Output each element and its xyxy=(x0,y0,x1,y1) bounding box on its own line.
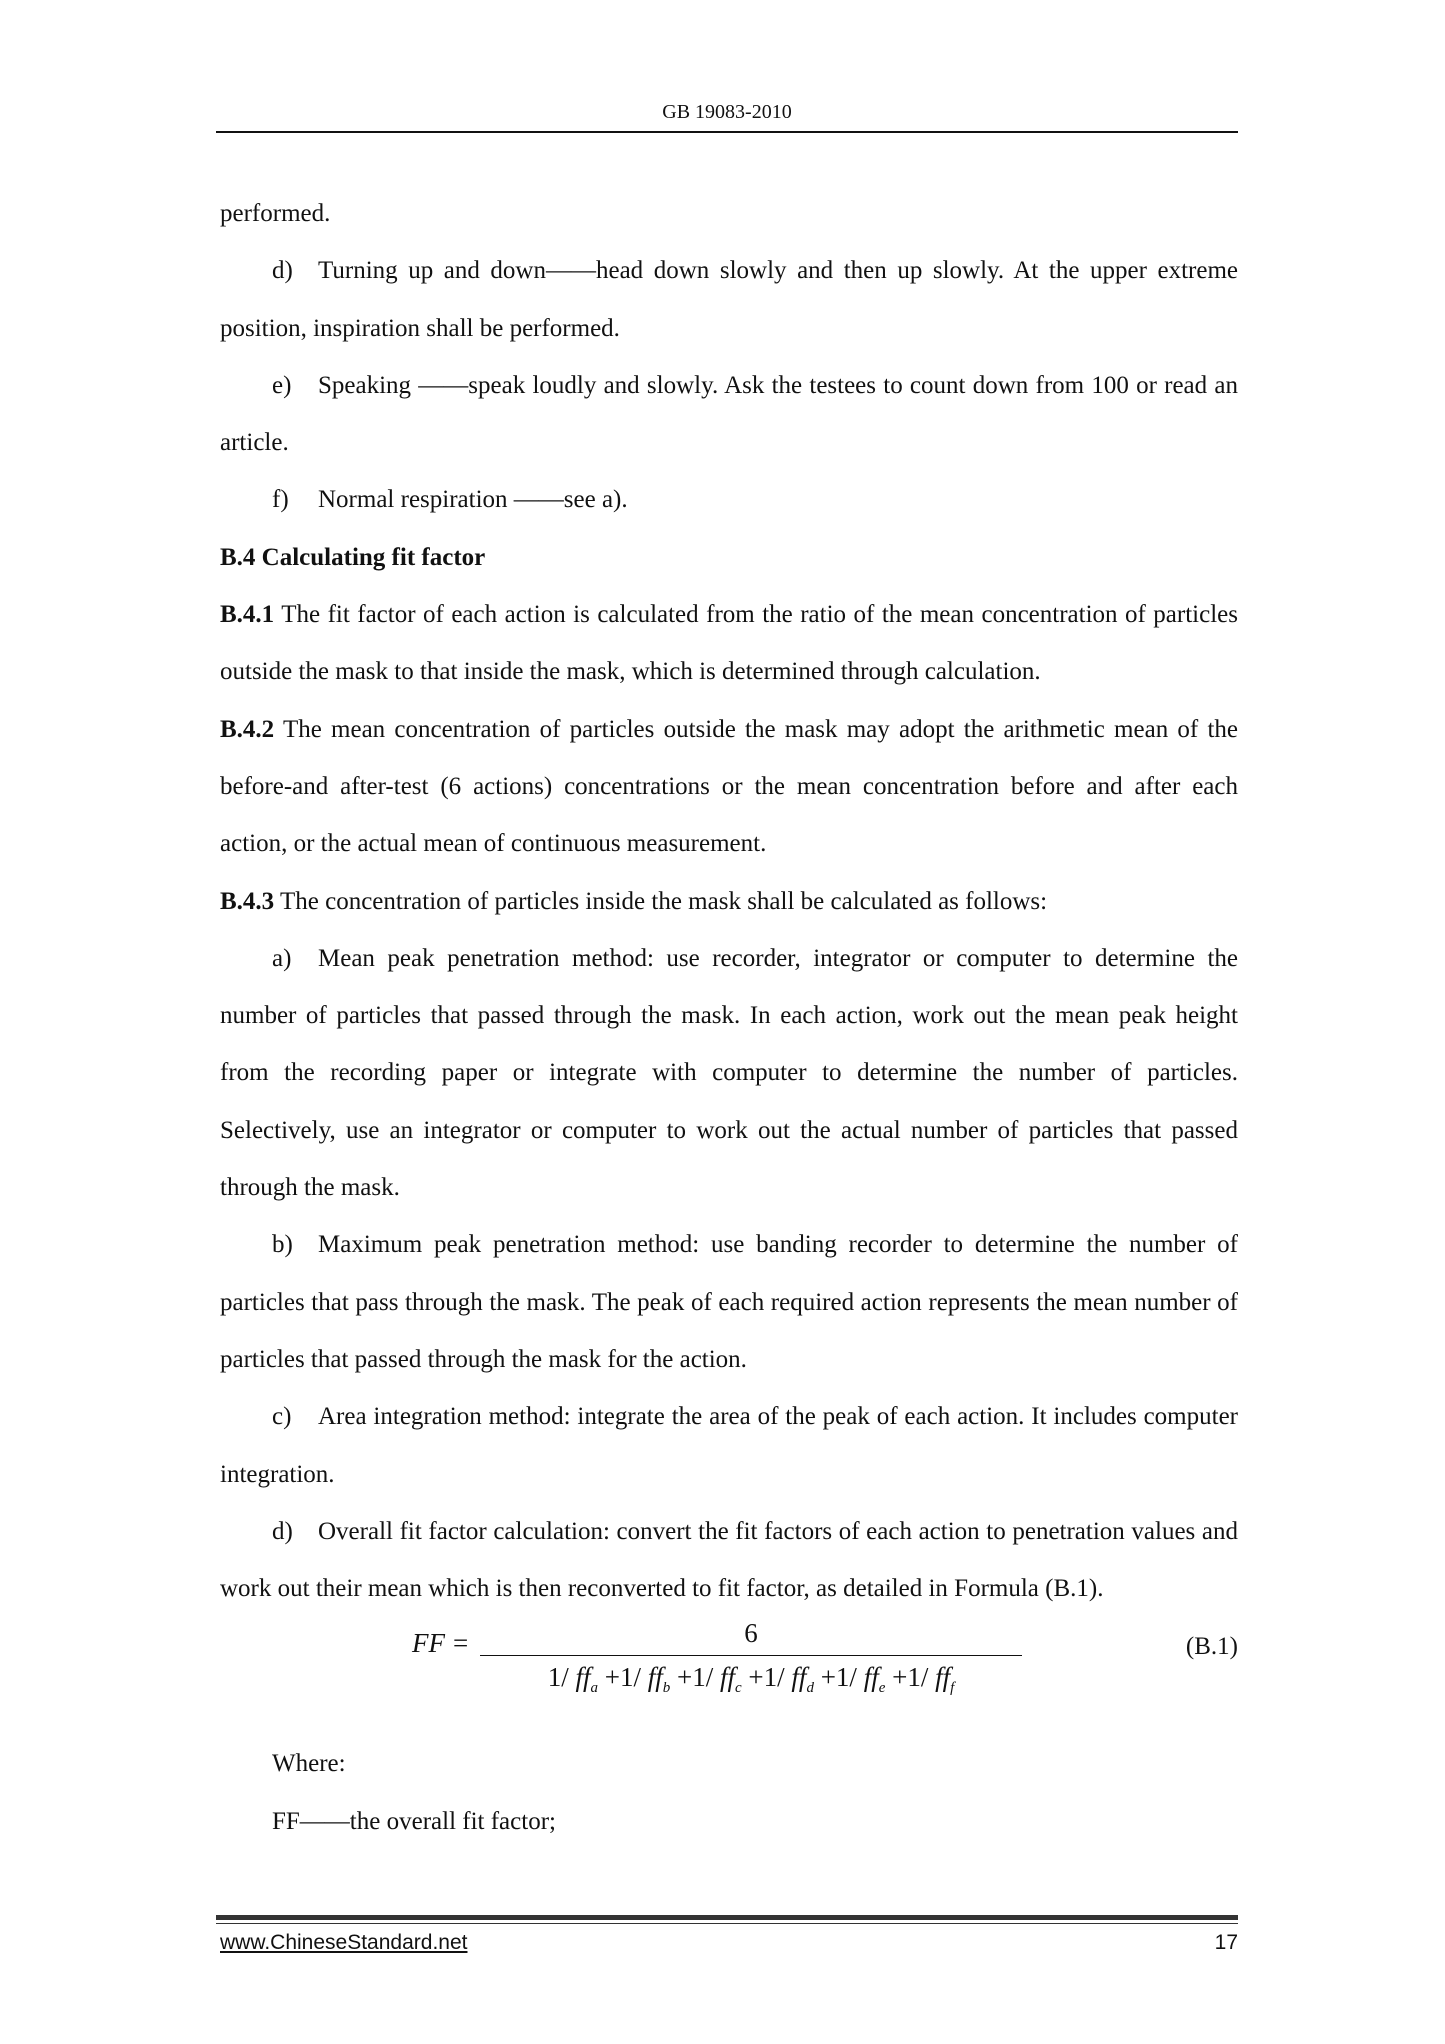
method-c-area-integration xyxy=(220,1388,1238,1503)
method-d-overall xyxy=(220,1503,1238,1618)
formula-ff-symbol: FF xyxy=(412,1628,445,1659)
item-d-turning xyxy=(220,242,1238,357)
item-text: Turning up and down——head down slowly and then up slowly. At the upper extreme position, inspiration shall be performed. xyxy=(220,257,1238,342)
item-label: d) xyxy=(272,257,293,285)
item-text: Mean peak penetration method: use recorder, integrator or computer to determine the number of particles that passed through the mask. In each action, work out the mean peak height from the recording paper or integrate with computer to determine the number of particles. Selectively, use an integrator or computer to work out the actual number of particles that passed through the mask. xyxy=(220,944,1238,1202)
method-b-maximum-peak xyxy=(220,1216,1238,1388)
formula-lhs xyxy=(412,1623,468,1663)
footer-divider-thick xyxy=(216,1915,1238,1920)
formula-subscript: c xyxy=(735,1680,742,1697)
item-label: d) xyxy=(272,1517,293,1545)
formula-ff-term: ff xyxy=(647,1662,663,1693)
clause-number: B.4.3 xyxy=(220,887,275,915)
item-label: a) xyxy=(272,944,292,972)
formula-plus: + xyxy=(741,1662,764,1693)
item-text: Speaking ——speak loudly and slowly. Ask the testees to count down from 100 or read an article. xyxy=(220,371,1238,457)
clause-text: The fit factor of each action is calculated from the ratio of the mean concentration of particles outside the mask to that inside the mask, which is determined through calculation. xyxy=(220,601,1238,686)
formula-one-over: 1/ xyxy=(835,1662,864,1693)
formula-subscript: d xyxy=(806,1680,814,1697)
item-f-normal-respiration xyxy=(220,471,1238,528)
item-label: e) xyxy=(272,371,292,399)
item-label: b) xyxy=(272,1231,293,1259)
clause-text: The mean concentration of particles outside the mask may adopt the arithmetic mean of the before-and after-test (6 actions) concentrations or the mean concentration before and after each action, or the actual mean of continuous measurement. xyxy=(220,715,1238,858)
item-e-speaking xyxy=(220,357,1238,472)
clause-b42 xyxy=(220,701,1238,873)
clause-number: B.4.2 xyxy=(220,715,275,743)
formula-plus: + xyxy=(597,1662,620,1693)
formula-ff-term: ff xyxy=(863,1662,879,1693)
page-number: 17 xyxy=(1214,1931,1238,1954)
item-text: Normal respiration ——see a). xyxy=(318,486,628,514)
formula-one-over: 1/ xyxy=(619,1662,648,1693)
clause-number: B.4.1 xyxy=(220,601,275,629)
page-header: GB 19083-2010 xyxy=(662,101,792,123)
definition-ff: FF——the overall fit factor; xyxy=(272,1807,556,1835)
header-divider xyxy=(216,131,1238,133)
formula-subscript: a xyxy=(590,1680,598,1697)
formula-ff-term: ff xyxy=(935,1662,951,1693)
formula-b1 xyxy=(220,1617,1238,1735)
formula-one-over: 1/ xyxy=(547,1662,576,1693)
formula-denominator xyxy=(480,1657,1022,1708)
formula-plus: + xyxy=(670,1662,693,1693)
document-body xyxy=(220,185,1238,1850)
formula-equals: = xyxy=(453,1628,469,1659)
formula-plus: + xyxy=(885,1662,908,1693)
formula-one-over: 1/ xyxy=(763,1662,792,1693)
formula-ff-term: ff xyxy=(719,1662,735,1693)
formula-fraction-bar xyxy=(480,1655,1022,1656)
clause-b41 xyxy=(220,586,1238,701)
section-heading-b4 xyxy=(220,529,1238,586)
where-label: Where: xyxy=(272,1750,346,1778)
item-label: f) xyxy=(272,486,289,514)
formula-ff-term: ff xyxy=(791,1662,807,1693)
formula-number: (B.1) xyxy=(1185,1633,1238,1661)
formula-numerator: 6 xyxy=(744,1618,758,1649)
method-a-mean-peak xyxy=(220,930,1238,1216)
item-text: Overall fit factor calculation: convert the fit factors of each action to penetration values and work out their mean which is then reconverted to fit factor, as detailed in Formula (B.1). xyxy=(220,1517,1238,1603)
footer-website-link[interactable]: www.ChineseStandard.net xyxy=(220,1931,468,1954)
formula-one-over: 1/ xyxy=(907,1662,936,1693)
footer-divider-thin xyxy=(216,1923,1238,1924)
formula-subscript: b xyxy=(662,1680,671,1697)
formula-one-over: 1/ xyxy=(692,1662,720,1693)
item-label: c) xyxy=(272,1403,292,1431)
formula-subscript: f xyxy=(950,1680,955,1697)
item-text: Area integration method: integrate the area of the peak of each action. It includes computer integration. xyxy=(220,1403,1238,1488)
formula-plus: + xyxy=(813,1662,836,1693)
paragraph-performed: performed. xyxy=(220,200,331,227)
clause-b43 xyxy=(220,873,1238,930)
formula-subscript: e xyxy=(878,1680,886,1697)
heading-text: B.4 Calculating fit factor xyxy=(220,543,486,571)
formula-ff-term: ff xyxy=(575,1662,591,1693)
clause-text: The concentration of particles inside the mask shall be calculated as follows: xyxy=(280,887,1048,915)
item-text: Maximum peak penetration method: use banding recorder to determine the number of particles that pass through the mask. The peak of each required action represents the mean number of particles that passed through the mask for the action. xyxy=(220,1231,1238,1373)
